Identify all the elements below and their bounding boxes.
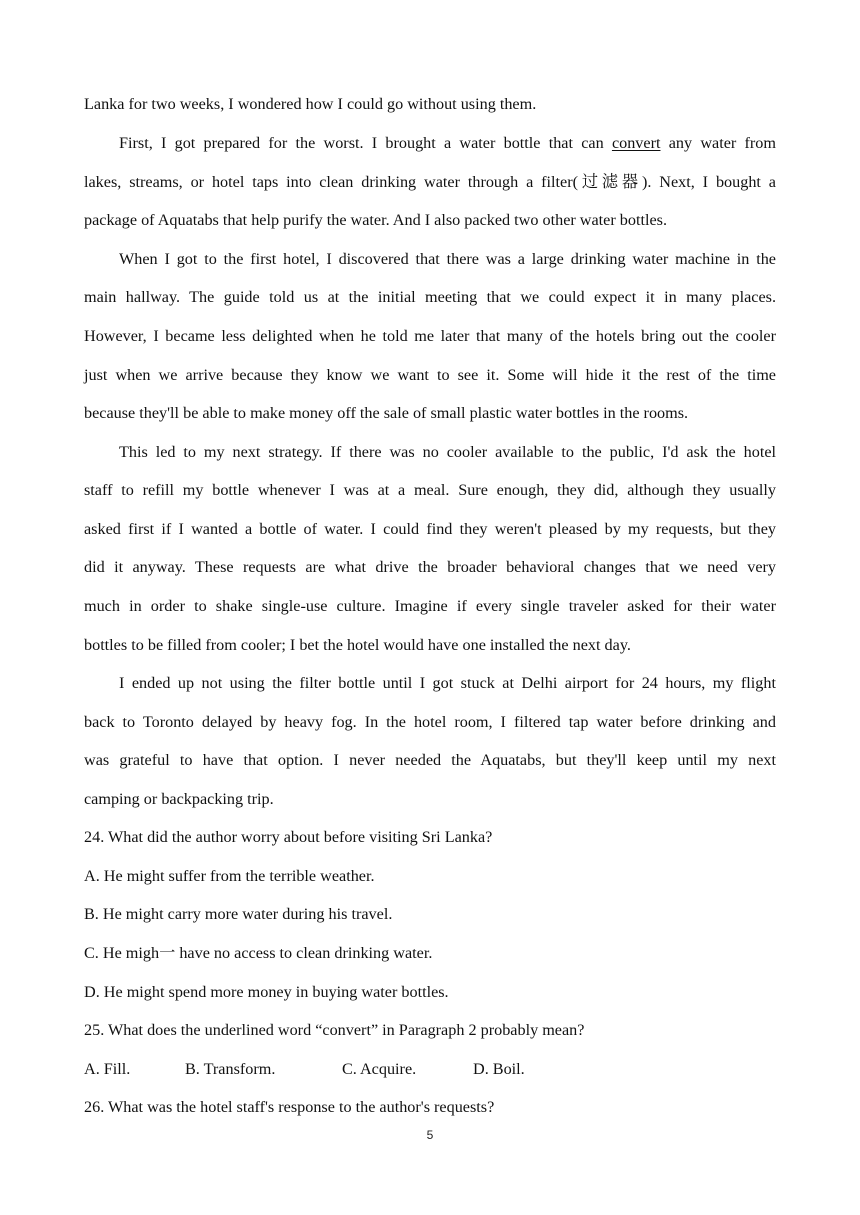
passage-text: any water from xyxy=(660,134,776,152)
passage-line-18: was grateful to have that option. I never needed the Aquatabs, but they'll keep until my next xyxy=(84,751,776,769)
passage-text: First, I got prepared for the worst. I brought a water bottle that can xyxy=(119,134,612,152)
question-24-option-b: B. He might carry more water during his travel. xyxy=(84,905,393,923)
passage-line-7: However, I became less delighted when he told me later that many of the hotels bring out the cooler xyxy=(84,327,776,345)
page-number: 5 xyxy=(426,1128,434,1142)
question-24: 24. What did the author worry about before visiting Sri Lanka? xyxy=(84,828,493,846)
question-25-option-d: D. Boil. xyxy=(473,1060,525,1078)
question-24-option-a: A. He might suffer from the terrible weather. xyxy=(84,867,375,885)
question-25-options xyxy=(84,1059,776,1079)
question-25: 25. What does the underlined word “convert” in Paragraph 2 probably mean? xyxy=(84,1021,585,1039)
passage-line-19: camping or backpacking trip. xyxy=(84,790,274,808)
passage-line-16: I ended up not using the filter bottle until I got stuck at Delhi airport for 24 hours, my flight xyxy=(119,674,776,692)
passage-line-12: asked first if I wanted a bottle of water. I could find they weren't pleased by my requests, but they xyxy=(84,520,776,538)
passage-line-8: just when we arrive because they know we want to see it. Some will hide it the rest of the time xyxy=(84,366,776,384)
passage-line-5: When I got to the first hotel, I discovered that there was a large drinking water machine in the xyxy=(119,250,776,268)
passage-line-11: staff to refill my bottle whenever I was at a meal. Sure enough, they did, although they usually xyxy=(84,481,776,499)
passage-line-6: main hallway. The guide told us at the initial meeting that we could expect it in many places. xyxy=(84,288,776,306)
passage-line-17: back to Toronto delayed by heavy fog. In the hotel room, I filtered tap water before drinking and xyxy=(84,713,776,731)
passage-line-15: bottles to be filled from cooler; I bet the hotel would have one installed the next day. xyxy=(84,636,631,654)
question-24-option-d: D. He might spend more money in buying water bottles. xyxy=(84,983,449,1001)
passage-line-3: lakes, streams, or hotel taps into clean drinking water through a filter(过滤器). Next, I bought a xyxy=(84,173,776,191)
passage-line-10: This led to my next strategy. If there was no cooler available to the public, I'd ask the hotel xyxy=(119,443,776,461)
passage-line-1: Lanka for two weeks, I wondered how I could go without using them. xyxy=(84,95,537,113)
question-26: 26. What was the hotel staff's response to the author's requests? xyxy=(84,1098,495,1116)
passage-line-9: because they'll be able to make money off the sale of small plastic water bottles in the rooms. xyxy=(84,404,689,422)
passage-line-13: did it anyway. These requests are what drive the broader behavioral changes that we need very xyxy=(84,558,776,576)
underlined-word-convert: convert xyxy=(611,134,661,152)
question-25-option-b: B. Transform. xyxy=(185,1060,276,1078)
passage-line-2 xyxy=(119,133,776,153)
question-24-option-c: C. He migh一 have no access to clean drinking water. xyxy=(84,944,433,962)
passage-line-4: package of Aquatabs that help purify the water. And I also packed two other water bottles. xyxy=(84,211,668,229)
question-25-option-c: C. Acquire. xyxy=(342,1060,417,1078)
passage-line-14: much in order to shake single-use culture. Imagine if every single traveler asked for their water xyxy=(84,597,776,615)
question-25-option-a: A. Fill. xyxy=(84,1060,131,1078)
